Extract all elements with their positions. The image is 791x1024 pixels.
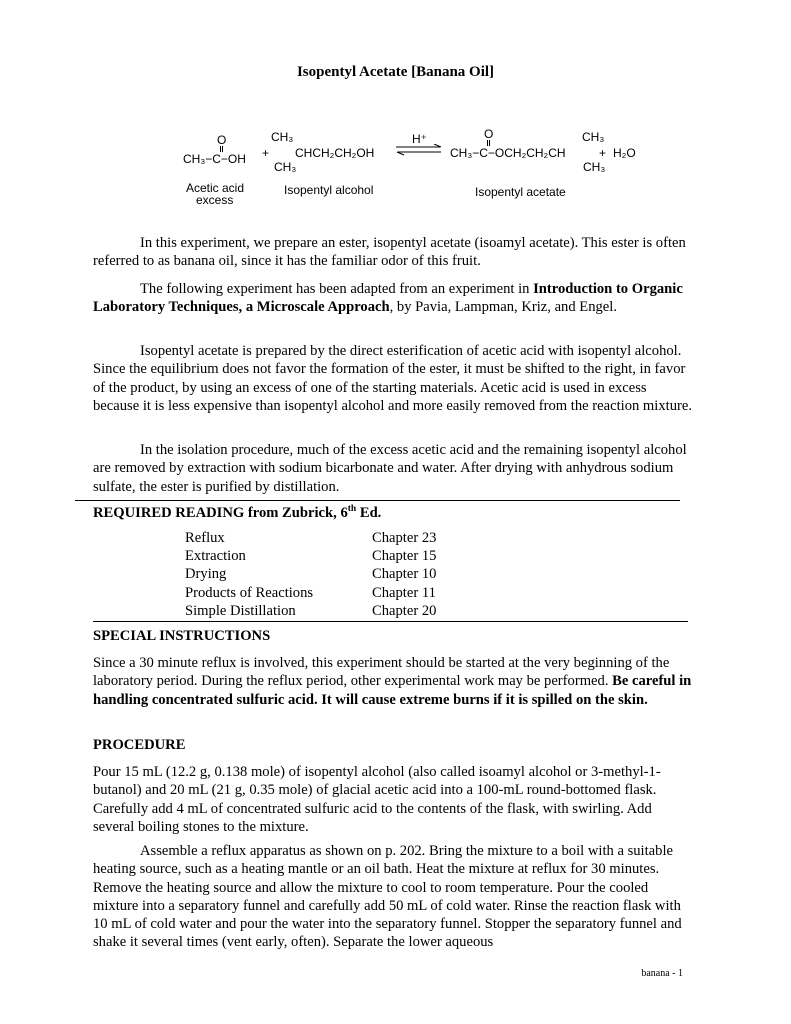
safety-warning: Be careful in handling concentrated sulfuric acid. It will cause extreme burns if it is spilled on the skin.: [93, 673, 692, 708]
list-item: [185, 529, 485, 547]
reading-topic: Simple Distillation: [185, 602, 296, 619]
required-reading-heading: [93, 505, 381, 522]
procedure-paragraph-1: Pour 15 mL (12.2 g, 0.138 mole) of isopentyl alcohol (also called isoamyl alcohol or 3-methyl-1-butanol) and 20 mL (21 g, 0.35 mole) of glacial acetic acid into a 100-mL round-bottomed flask. Carefully add 4 mL of concentrated sulfuric acid to the contents of the flask, with swirling. Add several boiling stones to the mixture.: [93, 764, 661, 835]
reading-chapter: Chapter 11: [372, 584, 436, 601]
required-reading-heading-suffix: Ed.: [356, 505, 382, 521]
intro-paragraph-2: Isopentyl acetate is prepared by the direct esterification of acetic acid with isopentyl alcohol. Since the equilibrium does not favor the formation of the ester, it must be shifted to the right, in favor of the product, by using an excess of one of the starting materials. Acetic acid is used in excess because it is less expensive than isopentyl alcohol and more easily removed from the reaction mixture.: [93, 343, 692, 414]
list-item: [185, 565, 485, 583]
page-title: Isopentyl Acetate [Banana Oil]: [296, 64, 495, 80]
reading-topic: Extraction: [185, 548, 246, 565]
alcohol-methyl-top: CH₃: [271, 130, 294, 144]
reading-chapter: Chapter 20: [372, 602, 437, 619]
alcohol-methyl-bottom: CH₃: [274, 160, 297, 174]
reference-book-title: Introduction to Organic Laboratory Techniques, a Microscale Approach: [93, 281, 683, 316]
special-instructions-text: [93, 654, 693, 709]
product-methyl-top: CH₃: [582, 130, 605, 144]
alcohol-label: Isopentyl alcohol: [284, 183, 374, 197]
procedure-heading: PROCEDURE: [93, 737, 186, 753]
special-instructions-heading: SPECIAL INSTRUCTIONS: [93, 628, 271, 644]
acetic-acid-excess-label: excess: [196, 193, 234, 207]
intro-paragraph-adapted: [93, 280, 693, 317]
divider-bottom: [93, 621, 688, 622]
required-reading-heading-text: REQUIRED READING from Zubrick, 6: [93, 505, 348, 521]
reading-chapter: Chapter 23: [372, 530, 437, 546]
acid-catalyst: H⁺: [412, 132, 427, 146]
procedure-paragraph-2: Assemble a reflux apparatus as shown on p. 202. Bring the mixture to a boil with a suitable heating source, such as a heating mantle or an oil bath. Heat the mixture at reflux for 30 minutes. Remove the heating source and allow the mixture to cool to room temperature. Pour the cooled mixture into a separatory funnel and carefully add 50 mL of cold water. Rinse the reaction flask with 10 mL of cold water and pour the water into the separatory funnel. Stopper the separatory funnel and shake it several times (vent early, often). Separate the lower aqueous: [93, 843, 682, 951]
plus-sign: +: [599, 146, 607, 160]
list-item: [185, 602, 485, 620]
plus-sign: +: [262, 146, 270, 160]
acetic-acid-label: Acetic acid: [186, 181, 245, 195]
water-formula: H₂O: [613, 146, 636, 160]
page-footer: banana - 1: [641, 968, 683, 979]
list-item: [185, 584, 485, 602]
reading-topic: Reflux: [185, 530, 225, 546]
product-methyl-bottom: CH₃: [583, 160, 606, 174]
reading-chapter: Chapter 10: [372, 566, 437, 583]
edition-superscript: th: [347, 504, 357, 515]
adapted-text-pre: The following experiment has been adapted from an experiment in: [140, 281, 534, 297]
alcohol-chain: CHCH₂CH₂OH: [295, 146, 375, 160]
adapted-text-post: , by Pavia, Lampman, Kriz, and Engel.: [389, 299, 617, 316]
divider-top: [75, 500, 680, 501]
acetic-acid-formula: CH₃−C−OH: [183, 152, 246, 166]
equilibrium-arrow-icon: [395, 144, 443, 156]
list-item: [185, 547, 485, 565]
reading-chapter: Chapter 15: [372, 548, 437, 565]
reading-topic: Drying: [185, 566, 227, 583]
reaction-scheme: [0, 0, 791, 210]
reading-topic: Products of Reactions: [185, 584, 314, 601]
required-reading-list: [185, 529, 485, 620]
acetic-acid-carbonyl-o: O: [217, 133, 227, 147]
product-carbonyl-o: O: [484, 127, 494, 141]
product-chain: CH₃−C−OCH₂CH₂CH: [450, 146, 566, 160]
intro-paragraph-3: In the isolation procedure, much of the excess acetic acid and the remaining isopentyl alcohol are removed by extraction with sodium bicarbonate and water. After drying with anhydrous sodium sulfate, the ester is purified by distillation.: [93, 442, 687, 495]
intro-paragraph-1: In this experiment, we prepare an ester, isopentyl acetate (isoamyl acetate). This ester is often referred to as banana oil, since it has the familiar odor of this fruit.: [93, 235, 686, 270]
special-instructions-body: Since a 30 minute reflux is involved, this experiment should be started at the very beginning of the laboratory period. During the reflux period, other experimental work may be performed.: [93, 655, 670, 690]
product-label: Isopentyl acetate: [475, 185, 566, 199]
